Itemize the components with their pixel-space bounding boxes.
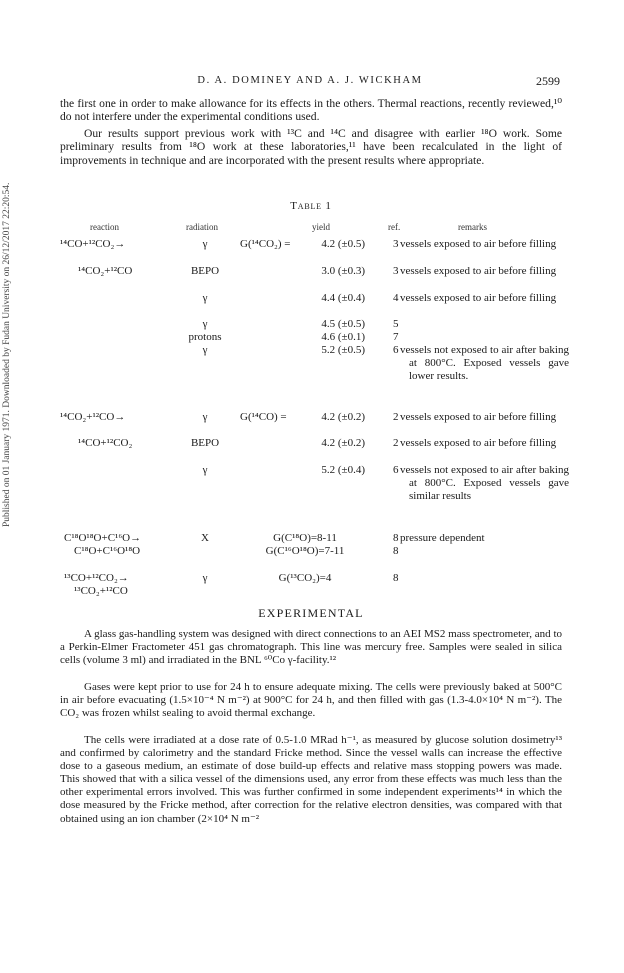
table-row-yield: 5.2 (±0.5) [321,344,365,356]
table-row-yield: 4.6 (±0.1) [321,331,365,343]
table-row-ref: 4 [393,292,399,304]
table-row-remarks: vessels not exposed to air after baking at 800°C. Exposed vessels gave lower results. [400,344,569,382]
table-row-radiation: γ [202,572,208,584]
table-row-reaction: ¹⁴CO+¹²CO₂→ [60,238,126,250]
table-row-yield: G(C¹⁶O¹⁸O)=7-11 [265,545,345,557]
table-caption: Table 1 [290,200,332,212]
table-row-radiation: γ [202,292,208,304]
intro-paragraph-1: the first one in order to make allowance for its effects in the others. Thermal reactions, recently reviewed,¹⁰ do not interfere under the experimental conditions used. [60,97,562,124]
table-row-reaction: ¹⁴CO₂+¹²CO→ [60,411,126,423]
header-radiation: radiation [186,222,218,232]
table-row-radiation: γ [202,344,208,356]
table-row-ref: 2 [393,411,399,423]
header-reaction: reaction [90,222,119,232]
table-row-yield: 4.5 (±0.5) [321,318,365,330]
table-row-remarks: vessels exposed to air before filling [400,437,557,449]
table-row-remarks: vessels exposed to air before filling [400,265,557,277]
intro-paragraph-2: Our results support previous work with ¹³C and ¹⁴C and disagree with earlier ¹⁸O work. Some preliminary results from ¹⁸O work at these laboratories,¹¹ have been recalculated in the light of improvements in technique and are incorporated with the present results where appropriate. [60,127,562,167]
header-yield: yield [312,222,330,232]
header-remarks: remarks [458,222,487,232]
table-row-yield: 4.2 (±0.2) [321,411,365,423]
table-row-yield: G(¹³CO₂)=4 [278,572,332,584]
table-row-ref: 8 [393,572,399,584]
table-row-ref: 2 [393,437,399,449]
section-title: EXPERIMENTAL [258,606,364,620]
table-row-yield-label: G(¹⁴CO₂) = [240,238,291,250]
table-row-radiation: X [201,532,209,544]
experimental-paragraph-1: A glass gas-handling system was designed with direct connections to an AEI MS2 mass spectrometer, and to a Perkin-Elmer Fractometer 451 gas chromatograph. This line was mercury free. Samples were sealed in silica cells (volume 3 ml) and irradiated in the BNL ⁶⁰Co γ-facility.¹² [60,628,562,667]
table-row-radiation: γ [202,411,208,423]
table-row-remarks: vessels exposed to air before filling [400,238,557,250]
table-row-radiation: protons [188,331,222,343]
table-row-radiation: γ [202,238,208,250]
table-row-reaction: C¹⁸O+C¹⁶O¹⁸O [74,545,141,557]
table-row-remarks: pressure dependent [400,532,485,544]
table-row-yield: 3.0 (±0.3) [321,265,365,277]
table-row-radiation: BEPO [190,265,220,277]
table-row-yield: 4.2 (±0.5) [321,238,365,250]
page-header [60,75,560,91]
experimental-paragraph-3: The cells were irradiated at a dose rate of 0.5-1.0 MRad h⁻¹, as measured by glucose solution dosimetry¹³ and confirmed by calorimetry and the standard Fricke method. Since the vessel walls can increase the effective dose to a gaseous medium, an estimate of dose build-up effects and relative mass stopping powers was made. This showed that with a silica vessel of the dimensions used, any error from these effects was much less than the other experimental errors involved. This was further confirmed in some independent experiments¹⁴ in which the dose measured by the Fricke method, after correction for the relative electron densities, was compared with that obtained using an ion chamber (2×10⁴ N m⁻² [60,734,562,825]
page-number: 2599 [536,74,560,88]
table-row-yield: 4.4 (±0.4) [321,292,365,304]
experimental-paragraph-2: Gases were kept prior to use for 24 h to ensure adequate mixing. The cells were previously baked at 500°C in air before evacuating (1.5×10⁻⁴ N m⁻²) at 900°C for 24 h, and then filled with gas (1.3-4.0×10⁴ N m⁻²). The CO₂ was frozen whilst sealing to avoid thermal exchange. [60,681,562,720]
table-row-reaction: ¹⁴CO+¹²CO₂ [78,437,133,449]
table-row-radiation: γ [202,464,208,476]
table-row-yield: G(C¹⁸O)=8-11 [273,532,337,544]
table-row-reaction: ¹³CO+¹²CO₂→ [64,572,129,584]
table-row-ref: 7 [393,331,399,343]
table-row-radiation: γ [202,318,208,330]
header-ref: ref. [388,222,401,232]
table-row-ref: 8 [393,532,399,544]
table-row-ref: 6 [393,464,399,476]
table-row-ref: 6 [393,344,399,356]
table-row-yield-label: G(¹⁴CO) = [240,411,287,423]
table-row-ref: 5 [393,318,399,330]
table-row-yield: 5.2 (±0.4) [321,464,365,476]
running-head: D. A. DOMINEY AND A. J. WICKHAM [197,75,423,86]
table-row-yield: 4.2 (±0.2) [321,437,365,449]
download-watermark: Published on 01 January 1971. Downloaded by Fudan University on 26/12/2017 22:20:54. [2,182,12,528]
table-row-reaction: ¹⁴CO₂+¹²CO [78,265,133,277]
table-row-reaction: C¹⁸O¹⁸O+C¹⁶O→ [64,532,142,544]
table-row-ref: 8 [393,545,399,557]
table-row-remarks: vessels exposed to air before filling [400,411,557,423]
table-row-remarks: vessels not exposed to air after baking at 800°C. Exposed vessels gave similar results [400,464,569,502]
table-row-reaction: ¹³CO₂+¹²CO [74,585,128,597]
table-row-remarks: vessels exposed to air before filling [400,292,557,304]
table-row-ref: 3 [393,238,399,250]
table-row-radiation: BEPO [190,437,220,449]
table-row-ref: 3 [393,265,399,277]
